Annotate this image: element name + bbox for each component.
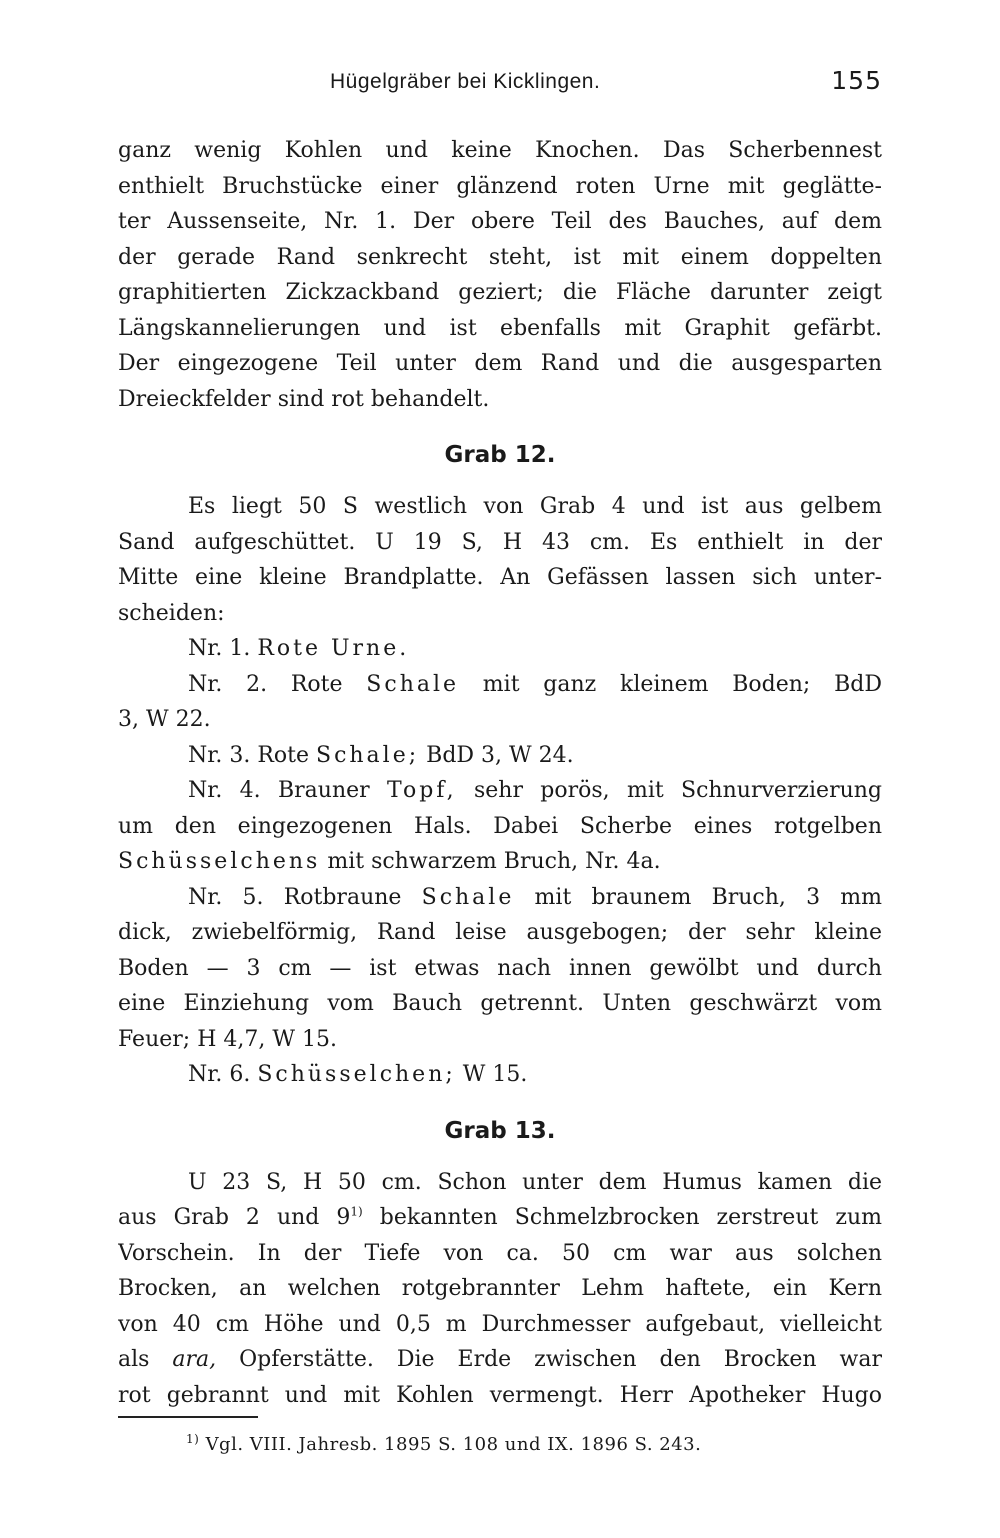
text-line: eine Einziehung vom Bauch getrennt. Unten geschwärzt vom bbox=[118, 991, 882, 1016]
footnote bbox=[186, 1434, 886, 1455]
item-label: Nr. 3. bbox=[188, 742, 251, 768]
grab-12-section bbox=[118, 489, 882, 1093]
item-nr-6 bbox=[118, 1057, 882, 1093]
item-label: Nr. 1. bbox=[188, 636, 251, 661]
text-line: graphitierten Zickzackband geziert; die Fläche darunter zeigt bbox=[118, 280, 882, 305]
item-label: Nr. 4. bbox=[188, 778, 261, 803]
text-line: enthielt Bruchstücke einer glänzend roten Urne mit geglätte- bbox=[118, 173, 882, 199]
item-text: Rote bbox=[290, 671, 343, 697]
page-number: 155 bbox=[831, 66, 882, 95]
spaced-term: Schüsselchens bbox=[118, 849, 321, 874]
footnote-text: Vgl. VIII. Jahresb. 1895 S. 108 und IX. 1896 S. 243. bbox=[205, 1434, 702, 1455]
text-line: scheiden: bbox=[118, 600, 225, 626]
footnote-marker: 1) bbox=[186, 1432, 200, 1446]
spaced-term: Schale; bbox=[316, 742, 420, 768]
spaced-term: Schüsselchen; bbox=[257, 1062, 456, 1087]
grab-13-section bbox=[118, 1165, 882, 1414]
text-line: ganz wenig Kohlen und keine Knochen. Das Scherbennest bbox=[118, 138, 882, 163]
text-fragment: Opferstätte. Die Erde zwischen den Brocken war bbox=[239, 1347, 882, 1372]
item-text: BdD 3, W 24. bbox=[426, 742, 574, 768]
body-text bbox=[118, 133, 882, 1413]
text-line: Längskannelierungen und ist ebenfalls mit Graphit gefärbt. bbox=[118, 315, 882, 341]
text-line: ter Aussenseite, Nr. 1. Der obere Teil des Bauches, auf dem bbox=[118, 209, 882, 234]
text-line: Vorschein. In der Tiefe von ca. 50 cm war aus solchen bbox=[118, 1240, 882, 1266]
section-heading-grab-12: Grab 12. bbox=[444, 442, 556, 468]
paragraph-1 bbox=[118, 133, 882, 417]
text-line: Brocken, an welchen rotgebrannter Lehm haftete, ein Kern bbox=[118, 1276, 882, 1301]
text-line: Sand aufgeschüttet. U 19 S, H 43 cm. Es enthielt in der bbox=[118, 529, 882, 555]
item-label: Nr. 2. bbox=[188, 671, 268, 697]
item-text: mit braunem Bruch, 3 mm bbox=[534, 884, 882, 910]
item-nr-2 bbox=[118, 667, 882, 703]
text-line bbox=[118, 1200, 882, 1236]
text-line bbox=[118, 1342, 882, 1378]
spaced-term: Schale bbox=[366, 671, 460, 697]
text-line: Es liegt 50 S westlich von Grab 4 und ist aus gelbem bbox=[188, 494, 882, 519]
spaced-term: Schale bbox=[421, 884, 515, 910]
text-line: 3, W 22. bbox=[118, 707, 211, 732]
text-line: Dreieckfelder sind rot behandelt. bbox=[118, 386, 490, 412]
text-fragment: als bbox=[118, 1347, 150, 1372]
text-line: dick, zwiebelförmig, Rand leise ausgebogen; der sehr kleine bbox=[118, 920, 882, 945]
item-nr-3 bbox=[118, 738, 882, 774]
text-line: um den eingezogenen Hals. Dabei Scherbe eines rotgelben bbox=[118, 813, 882, 839]
item-text: Brauner bbox=[277, 778, 370, 803]
footnote-rule bbox=[118, 1416, 258, 1418]
item-text: W 15. bbox=[462, 1062, 528, 1087]
item-nr-5 bbox=[118, 880, 882, 916]
text-line: U 23 S, H 50 cm. Schon unter dem Humus kamen die bbox=[188, 1169, 882, 1195]
item-text: Rote bbox=[257, 742, 309, 768]
footnote-reference: 1) bbox=[350, 1204, 363, 1219]
section-heading-grab-13: Grab 13. bbox=[444, 1117, 556, 1144]
item-nr-4 bbox=[118, 773, 882, 809]
text-fragment: bekannten Schmelzbrocken zerstreut zum bbox=[379, 1205, 882, 1230]
text-fragment: aus Grab 2 und 9 bbox=[118, 1205, 351, 1230]
item-label: Nr. 5. bbox=[188, 884, 264, 910]
text-line: rot gebrannt und mit Kohlen vermengt. Herr Apotheker Hugo bbox=[118, 1382, 882, 1408]
text-line: von 40 cm Höhe und 0,5 m Durchmesser aufgebaut, vielleicht bbox=[118, 1311, 882, 1337]
spaced-term: Rote Urne. bbox=[257, 636, 410, 661]
running-title: Hügelgräber bei Kicklingen. bbox=[330, 70, 601, 93]
item-text: mit schwarzem Bruch, Nr. 4a. bbox=[327, 849, 661, 874]
page-header bbox=[0, 66, 1000, 106]
text-line: der gerade Rand senkrecht steht, ist mit einem doppelten bbox=[118, 244, 882, 270]
text-line: Der eingezogene Teil unter dem Rand und die ausgesparten bbox=[118, 351, 882, 376]
item-nr-1 bbox=[118, 631, 882, 667]
text-line bbox=[118, 844, 882, 880]
item-text: mit ganz kleinem Boden; BdD bbox=[482, 671, 882, 697]
italic-term: ara, bbox=[172, 1347, 217, 1372]
item-text: sehr porös, mit Schnurverzierung bbox=[473, 778, 882, 803]
text-line: Boden — 3 cm — ist etwas nach innen gewölbt und durch bbox=[118, 955, 882, 981]
text-line: Mitte eine kleine Brandplatte. An Gefässen lassen sich unter- bbox=[118, 565, 882, 590]
item-text: Rotbraune bbox=[283, 884, 402, 910]
spaced-term: Topf, bbox=[387, 778, 457, 803]
item-label: Nr. 6. bbox=[188, 1062, 251, 1087]
text-line: Feuer; H 4,7, W 15. bbox=[118, 1026, 337, 1052]
